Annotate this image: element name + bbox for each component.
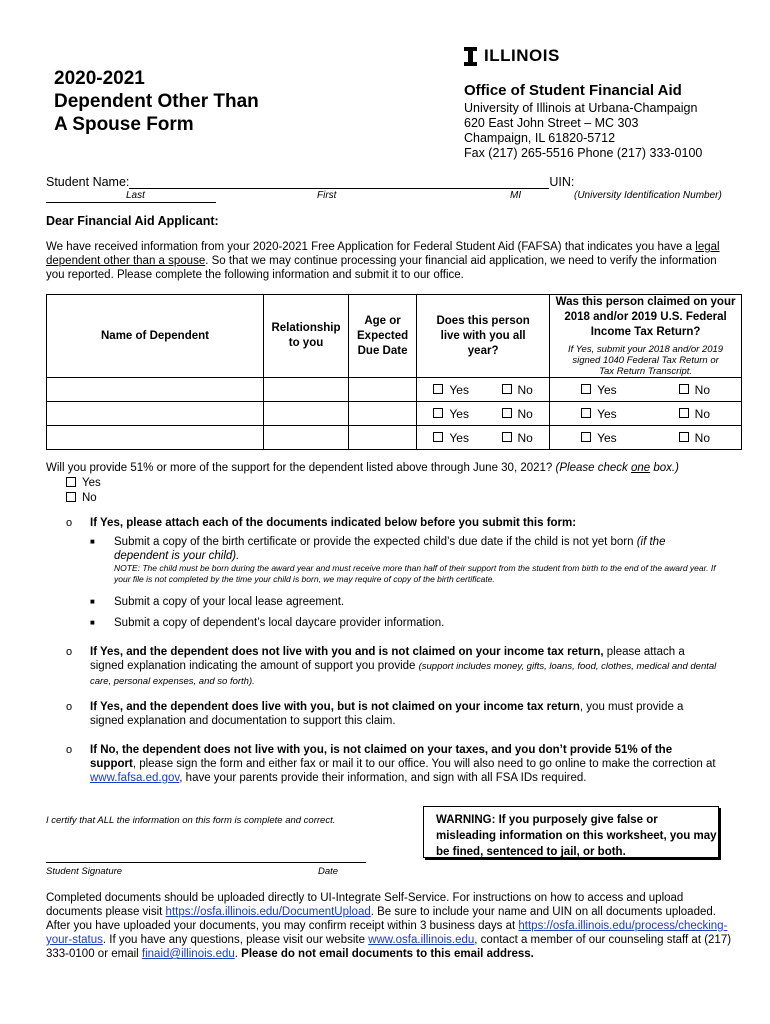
relationship-cell[interactable] bbox=[264, 402, 349, 426]
bullet1-text: Submit a copy of the birth certificate or provide the expected child’s due date if the child is not yet born bbox=[114, 536, 637, 548]
form-title-line2: Dependent Other Than bbox=[54, 91, 259, 112]
student-name-field[interactable] bbox=[129, 176, 549, 189]
section-yes-attach bbox=[66, 516, 720, 530]
table-row bbox=[47, 402, 742, 426]
mi-label: MI bbox=[510, 190, 522, 201]
claimed-no-checkbox[interactable] bbox=[679, 431, 710, 445]
relationship-cell[interactable] bbox=[264, 426, 349, 450]
uin-sub-label: (University Identification Number) bbox=[574, 190, 722, 201]
yes-label: Yes bbox=[597, 430, 617, 445]
footer-text2: . Be sure to include your name and UIN on all documents uploaded. After you have uploaded your documents, you may confirm receipt within 3 business days at bbox=[46, 906, 716, 932]
col-claimed-note: If Yes, submit your 2018 and/or 2019 signed 1040 Federal Tax Return or Tax Return Transcript. bbox=[568, 344, 724, 377]
no-label: No bbox=[694, 430, 710, 445]
bullet3-text: Submit a copy of dependent’s local daycare provider information. bbox=[114, 617, 445, 629]
relationship-cell[interactable] bbox=[264, 378, 349, 402]
support-no-label: No bbox=[82, 492, 97, 504]
logo-text: ILLINOIS bbox=[484, 46, 560, 65]
footer-text1: Completed documents should be uploaded directly to UI-Integrate Self-Service. For instructions on how to access and upload documents please visit bbox=[46, 892, 684, 918]
support-yes-checkbox[interactable] bbox=[66, 476, 101, 491]
bullet2-text: Submit a copy of your local lease agreement. bbox=[114, 596, 345, 608]
office-street: 620 East John Street – MC 303 bbox=[464, 116, 639, 130]
footer-text5: . bbox=[234, 948, 242, 960]
first-label: First bbox=[317, 190, 337, 201]
claimed-cell bbox=[550, 426, 742, 450]
intro-text-1: We have received information from your 2020-2021 Free Application for Federal Student Aid (FAFSA) that indicates you have a bbox=[46, 241, 696, 253]
section-lives-not-claimed bbox=[66, 700, 720, 728]
footer-instructions bbox=[46, 891, 736, 961]
last-label: Last bbox=[126, 190, 145, 201]
square-bullet-icon: ■ bbox=[90, 597, 95, 606]
student-name-label: Student Name: bbox=[46, 175, 130, 189]
lives-yes-checkbox[interactable] bbox=[433, 383, 469, 397]
no-label: No bbox=[517, 382, 533, 397]
lives-yes-checkbox[interactable] bbox=[433, 407, 469, 421]
illinois-block-i-icon bbox=[464, 47, 477, 66]
claimed-no-checkbox[interactable] bbox=[679, 407, 710, 421]
office-address bbox=[464, 83, 702, 161]
intro-underlined: legal dependent other than a spouse bbox=[46, 241, 720, 267]
dependent-name-cell[interactable] bbox=[47, 426, 264, 450]
bullet1-note: NOTE: The child must be born during the award year and must receive more than half of their support from the student from birth to the end of the award year. If your file is not completed by the time your child is born, we may require of copy of the birth certificate. bbox=[114, 563, 716, 584]
certify-statement: I certify that ALL the information on this form is complete and correct. bbox=[46, 815, 336, 826]
support-yes-label: Yes bbox=[82, 477, 101, 489]
office-phone-fax: Fax (217) 265-5516 Phone (217) 333-0100 bbox=[464, 146, 703, 160]
office-city: Champaign, IL 61820-5712 bbox=[464, 131, 616, 145]
claimed-cell bbox=[550, 378, 742, 402]
intro-text-2: . So that we may continue processing your financial aid application, we need to verify the information you reported. Please complete the following information and submit it to our office. bbox=[46, 255, 717, 281]
yes-label: Yes bbox=[597, 406, 617, 421]
s4-bold: If No, the dependent does not live with you, is not claimed on your taxes, and you don’t provide 51% of the support bbox=[90, 744, 673, 770]
uin-label: UIN: bbox=[549, 175, 575, 189]
lives-with-cell bbox=[417, 402, 550, 426]
bullet-daycare bbox=[90, 616, 720, 630]
col-lives-label: Does this person live with you all year? bbox=[436, 314, 530, 357]
support-options bbox=[66, 476, 101, 506]
section-no-support bbox=[66, 743, 720, 785]
s2-italic: (support includes money, gifts, loans, food, clothes, medical and dental care, personal expenses, and so forth). bbox=[90, 661, 717, 687]
yes-label: Yes bbox=[597, 382, 617, 397]
lives-no-checkbox[interactable] bbox=[502, 383, 533, 397]
col-relationship-label: Relationship to you bbox=[271, 322, 341, 349]
section-not-live-not-claimed bbox=[66, 645, 720, 689]
footer-bold-warning: Please do not email documents to this email address. bbox=[241, 948, 534, 960]
circle-bullet-icon: o bbox=[66, 517, 73, 529]
support-instruction-pre: (Please check bbox=[555, 462, 631, 474]
circle-bullet-icon: o bbox=[66, 744, 73, 756]
claimed-yes-checkbox[interactable] bbox=[581, 383, 617, 397]
document-upload-link[interactable]: https://osfa.illinois.edu/DocumentUpload bbox=[165, 906, 371, 918]
claimed-yes-checkbox[interactable] bbox=[581, 431, 617, 445]
date-label: Date bbox=[318, 866, 339, 877]
greeting: Dear Financial Aid Applicant: bbox=[46, 214, 219, 228]
circle-bullet-icon: o bbox=[66, 701, 73, 713]
lives-with-cell bbox=[417, 378, 550, 402]
yes-label: Yes bbox=[449, 430, 469, 445]
table-row bbox=[47, 426, 742, 450]
lives-no-checkbox[interactable] bbox=[502, 407, 533, 421]
lives-yes-checkbox[interactable] bbox=[433, 431, 469, 445]
age-cell[interactable] bbox=[349, 426, 417, 450]
claimed-yes-checkbox[interactable] bbox=[581, 407, 617, 421]
lives-no-checkbox[interactable] bbox=[502, 431, 533, 445]
s4-text1: , please sign the form and either fax or mail it to our office. You will also need to go online to make the correction at bbox=[132, 758, 716, 770]
s3-text: , you must provide a signed explanation and documentation to support this claim. bbox=[90, 701, 684, 727]
checking-status-link[interactable]: https://osfa.illinois.edu/process/checking-your-status bbox=[46, 920, 728, 946]
s2-text: please attach a signed explanation indicating the amount of support you provide bbox=[90, 646, 685, 672]
support-instruction-one: one bbox=[630, 462, 651, 474]
col-name-of-dependent: Name of Dependent bbox=[47, 295, 264, 378]
claimed-no-checkbox[interactable] bbox=[679, 383, 710, 397]
no-label: No bbox=[694, 406, 710, 421]
no-label: No bbox=[517, 430, 533, 445]
col-claimed-label: Was this person claimed on your 2018 and/or 2019 U.S. Federal Income Tax Return? bbox=[555, 296, 736, 338]
age-cell[interactable] bbox=[349, 378, 417, 402]
col-claimed-on-tax bbox=[550, 295, 742, 378]
bullet-lease bbox=[90, 595, 720, 609]
support-question bbox=[46, 462, 746, 474]
s3-bold: If Yes, and the dependent does live with you, but is not claimed on your income tax return bbox=[90, 701, 580, 713]
support-question-text: Will you provide 51% or more of the support for the dependent listed above through June 30, 2021? bbox=[46, 462, 556, 474]
no-label: No bbox=[694, 382, 710, 397]
footer-text4: , contact a member of our counseling staff at (217) 333-0100 or email bbox=[46, 934, 732, 960]
table-row bbox=[47, 378, 742, 402]
signature-label: Student Signature bbox=[46, 866, 123, 877]
form-title-line3: A Spouse Form bbox=[54, 114, 194, 135]
col-relationship bbox=[264, 295, 349, 378]
square-bullet-icon: ■ bbox=[90, 537, 95, 546]
finaid-email-link[interactable]: finaid@illinois.edu bbox=[141, 948, 235, 960]
office-name: Office of Student Financial Aid bbox=[464, 82, 682, 99]
footer-text3: . If you have any questions, please visit our website bbox=[102, 934, 369, 946]
age-cell[interactable] bbox=[349, 402, 417, 426]
support-instruction-post: box.) bbox=[650, 462, 679, 474]
dependent-name-cell[interactable] bbox=[47, 378, 264, 402]
col-lives-with-you bbox=[417, 295, 550, 378]
illinois-logo bbox=[464, 46, 560, 66]
bullet1-italic: (if the dependent is your child). bbox=[114, 536, 666, 562]
s2-bold: If Yes, and the dependent does not live with you and is not claimed on your income tax return, bbox=[90, 646, 604, 658]
osfa-website-link[interactable]: www.osfa.illinois.edu bbox=[368, 934, 475, 946]
form-title bbox=[54, 67, 259, 136]
form-title-year: 2020-2021 bbox=[54, 68, 145, 89]
support-no-checkbox[interactable] bbox=[66, 491, 101, 506]
intro-paragraph bbox=[46, 240, 732, 282]
fafsa-link[interactable]: www.fafsa.ed.gov bbox=[90, 772, 180, 784]
lives-with-cell bbox=[417, 426, 550, 450]
dependent-table bbox=[46, 294, 742, 450]
circle-bullet-icon: o bbox=[66, 646, 73, 658]
bullet-birth-certificate bbox=[90, 535, 720, 585]
s4-text2: , have your parents provide their information, and sign with all FSA IDs required. bbox=[179, 772, 587, 784]
yes-label: Yes bbox=[449, 382, 469, 397]
square-bullet-icon: ■ bbox=[90, 618, 95, 627]
col-age bbox=[349, 295, 417, 378]
office-university: University of Illinois at Urbana-Champaign bbox=[464, 101, 698, 115]
warning-box: WARNING: If you purposely give false or misleading information on this worksheet, you may be fined, sentenced to jail, or both. bbox=[423, 806, 719, 858]
yes-label: Yes bbox=[449, 406, 469, 421]
col-age-label: Age or Expected Due Date bbox=[357, 314, 409, 357]
claimed-cell bbox=[550, 402, 742, 426]
yes-attach-heading: If Yes, please attach each of the documents indicated below before you submit this form: bbox=[90, 517, 577, 529]
table-header-row bbox=[47, 295, 742, 378]
dependent-name-cell[interactable] bbox=[47, 402, 264, 426]
signature-line[interactable] bbox=[46, 862, 366, 863]
no-label: No bbox=[517, 406, 533, 421]
